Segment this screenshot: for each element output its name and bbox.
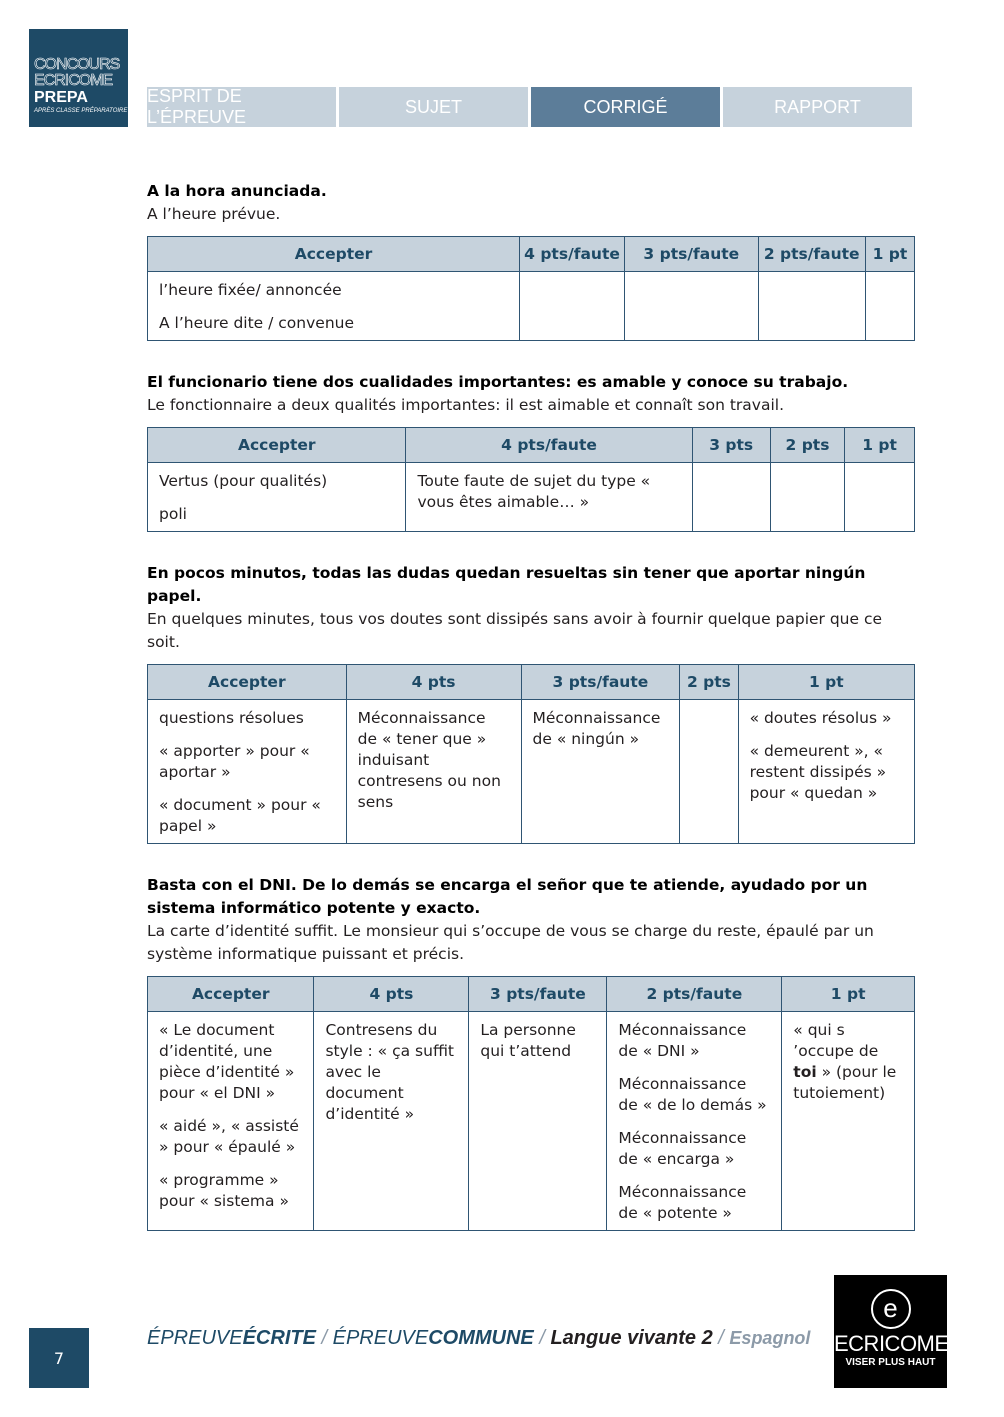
column-header: 1 pt [865, 237, 914, 272]
table-cell [469, 1012, 607, 1231]
table-cell [845, 463, 915, 532]
column-header: 2 pts [680, 665, 738, 700]
concours-logo [29, 29, 128, 127]
spanish-sentence: El funcionario tiene dos cualidades importantes: es amable y conoce su trabajo. [147, 373, 849, 391]
cell-item: Méconnaissance de « de lo demás » [618, 1075, 767, 1114]
french-translation: En quelques minutes, tous vos doutes sont dissipés sans avoir à fournir quelque papier que ce soit. [147, 610, 883, 651]
cell-item: « programme » pour « sistema » [159, 1171, 289, 1210]
brand-tagline: VISER PLUS HAUT [845, 1357, 936, 1368]
footer-part5: Langue vivante 2 [550, 1327, 713, 1349]
cell-item: « apporter » pour « aportar » [159, 742, 310, 781]
table-row [148, 463, 915, 532]
table-cell [148, 700, 347, 844]
table-cell [770, 463, 844, 532]
spanish-sentence: En pocos minutos, todas las dudas quedan resueltas sin tener que aportar ningún papel. [147, 564, 866, 605]
tab-corrigé[interactable]: CORRIGÉ [531, 87, 720, 127]
cell-item: « demeurent », « restent dissipés » pour « quedan » [749, 742, 887, 802]
grading-table [147, 664, 915, 844]
table-cell [865, 272, 914, 341]
column-header: 1 pt [782, 977, 915, 1012]
table-cell [625, 272, 758, 341]
footer-title [147, 1327, 810, 1350]
logo-line3: PREPA [34, 89, 88, 106]
cell-item: « Le document d’identité, une pièce d’identité » pour « el DNI » [159, 1021, 295, 1102]
cell-item: Méconnaissance de « DNI » [618, 1021, 747, 1060]
content [147, 180, 915, 1261]
table-cell [738, 700, 914, 844]
french-translation: A l’heure prévue. [147, 205, 281, 223]
footer-part3: ÉPREUVE [332, 1327, 429, 1349]
spanish-sentence: Basta con el DNI. De lo demás se encarga el señor que te atiende, ayudado por un sistema informático potente y exacto. [147, 876, 868, 917]
cell-item: Méconnaissance de « ningún » [532, 709, 661, 748]
column-header: 3 pts [692, 428, 770, 463]
page-number: 7 [29, 1328, 89, 1388]
cell-item: Méconnaissance de « tener que » induisant contresens ou non sens [357, 709, 501, 811]
column-header: Accepter [148, 237, 520, 272]
table-cell [519, 272, 624, 341]
footer-part6: Espagnol [729, 1328, 811, 1348]
logo-line2: ECRICOME [34, 72, 113, 89]
french-translation: La carte d’identité suffit. Le monsieur qui s’occupe de vous se charge du reste, épaulé par un système informatique puissant et précis. [147, 922, 874, 963]
table-cell [148, 463, 406, 532]
footer-sep: / [718, 1327, 724, 1349]
cell-item: l’heure fixée/ annoncée [159, 281, 342, 299]
cell-item: A l’heure dite / convenue [159, 314, 354, 332]
column-header: 4 pts [314, 977, 469, 1012]
spanish-sentence: A la hora anunciada. [147, 182, 327, 200]
footer-sep: / [539, 1327, 545, 1349]
grading-table [147, 236, 915, 341]
cell-item: La personne qui t’attend [480, 1021, 576, 1060]
table-cell [148, 1012, 314, 1231]
table-cell [692, 463, 770, 532]
column-header: 3 pts/faute [521, 665, 680, 700]
column-header: 2 pts [770, 428, 844, 463]
grading-table [147, 976, 915, 1231]
column-header: 3 pts/faute [625, 237, 758, 272]
footer-sep: / [321, 1327, 328, 1349]
column-header: Accepter [148, 428, 406, 463]
nav-tabs [147, 87, 912, 127]
table-cell [782, 1012, 915, 1231]
table-cell [758, 272, 865, 341]
brand-name: ECRICOME [834, 1331, 949, 1356]
cell-item: Contresens du style : « ça suffit avec le document d’identité » [325, 1021, 455, 1123]
footer-part1: ÉPREUVE [147, 1327, 243, 1349]
table-row [148, 1012, 915, 1231]
column-header: 2 pts/faute [758, 237, 865, 272]
column-header: Accepter [148, 665, 347, 700]
cell-item: « qui s ’occupe de toi » (pour le tutoiement) [793, 1021, 897, 1102]
cell-item: « aidé », « assisté » pour « épaulé » [159, 1117, 299, 1156]
cell-item: Méconnaissance de « potente » [618, 1183, 747, 1222]
tab-sujet[interactable]: SUJET [339, 87, 528, 127]
logo-line4: APRÈS CLASSE PRÉPARATOIRE [34, 108, 128, 114]
footer-part4: COMMUNE [428, 1327, 534, 1349]
column-header: Accepter [148, 977, 314, 1012]
cell-item: Vertus (pour qualités) [159, 472, 328, 490]
column-header: 4 pts/faute [519, 237, 624, 272]
table-cell [607, 1012, 782, 1231]
french-translation: Le fonctionnaire a deux qualités importantes: il est aimable et connaît son travail. [147, 396, 785, 414]
table-cell [314, 1012, 469, 1231]
cell-item: Toute faute de sujet du type « vous êtes aimable… » [417, 472, 651, 511]
tab-rapport[interactable]: RAPPORT [723, 87, 912, 127]
column-header: 2 pts/faute [607, 977, 782, 1012]
ecricome-logo [834, 1275, 947, 1388]
footer-part2: ÉCRITE [242, 1327, 316, 1349]
table-row [148, 272, 915, 341]
cell-item: poli [159, 505, 187, 523]
cell-item: « doutes résolus » [749, 709, 892, 727]
cell-item: questions résolues [159, 709, 304, 727]
cell-item: « document » pour « papel » [159, 796, 321, 835]
grading-table [147, 427, 915, 532]
table-cell [346, 700, 521, 844]
column-header: 3 pts/faute [469, 977, 607, 1012]
column-header: 1 pt [845, 428, 915, 463]
column-header: 4 pts/faute [406, 428, 692, 463]
table-row [148, 700, 915, 844]
table-cell [148, 272, 520, 341]
column-header: 1 pt [738, 665, 914, 700]
ecricome-e-icon: e [871, 1289, 911, 1329]
table-cell [680, 700, 738, 844]
logo-line1: CONCOURS [34, 56, 120, 73]
table-cell [406, 463, 692, 532]
column-header: 4 pts [346, 665, 521, 700]
tab-esprit-de-l-épreuve[interactable]: ESPRIT DE L’ÉPREUVE [147, 87, 336, 127]
table-cell [521, 700, 680, 844]
cell-item: Méconnaissance de « encarga » [618, 1129, 747, 1168]
